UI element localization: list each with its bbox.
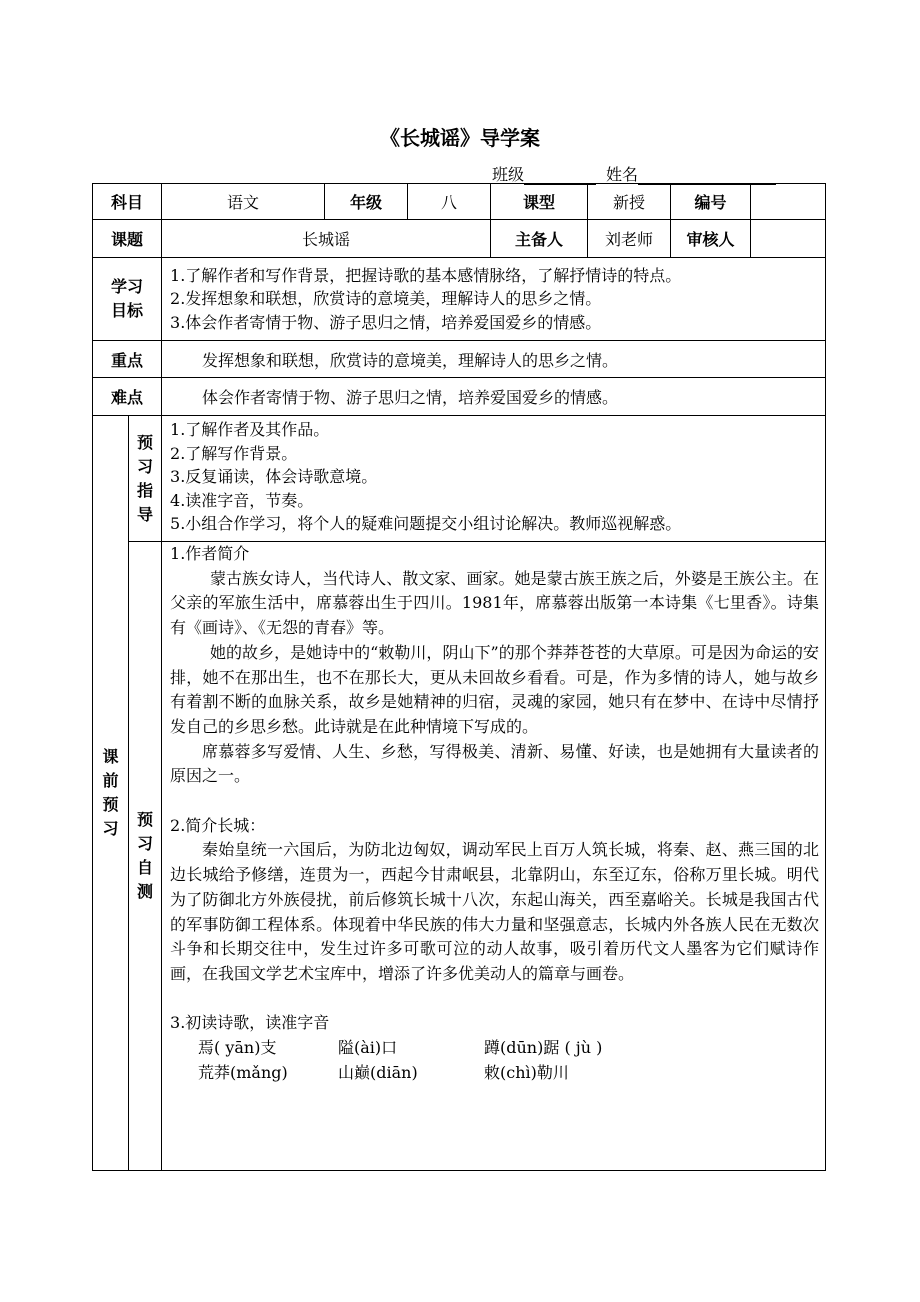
- pinyin-item: 焉( yān)支: [198, 1038, 277, 1058]
- guide-item: 3.反复诵读，体会诗歌意境。: [170, 467, 378, 486]
- goals-label: [93, 258, 162, 341]
- preview-section-label: [93, 416, 129, 1171]
- reviewer-label: 审核人: [671, 220, 751, 258]
- self-test-label-char: 习: [137, 834, 154, 853]
- goals-content: [162, 258, 826, 341]
- author-paragraph: 她的故乡，是她诗中的“敕勒川，阴山下”的那个莽莽苍苍的大草原。可是因为命运的安排，她不在那出生，也不在那长大，更从未回故乡看看。可是，作为多情的诗人，她与故乡有着割不断的血脉关系，故乡是她精神的归宿，灵魂的家园，她只有在梦中、在诗中尽情抒发自己的乡思乡愁。此诗就是在此种情境下写成的。: [170, 642, 820, 736]
- guide-row: [93, 416, 826, 542]
- pinyin-item: 山巅(diān): [338, 1062, 418, 1082]
- goals-row: [93, 258, 826, 341]
- type-value: 新授: [588, 184, 671, 220]
- pinyin-item: 荒莽(mǎng): [198, 1062, 288, 1082]
- author-heading: 1.作者简介: [170, 544, 250, 563]
- preparer-label: 主备人: [491, 220, 588, 258]
- self-test-label-char: 自: [137, 858, 154, 877]
- pinyin-item: 敕(chì)勒川: [484, 1062, 569, 1082]
- pinyin-item: 隘(ài)口: [338, 1038, 398, 1058]
- guide-item: 2.了解写作背景。: [170, 443, 298, 463]
- wall-heading: 2.简介长城：: [170, 815, 266, 835]
- key-point-label: 重点: [93, 341, 162, 378]
- preview-label-char: 预: [102, 795, 119, 814]
- guide-label-char: 习: [137, 456, 154, 476]
- author-paragraph: 席慕蓉多写爱情、人生、乡愁，写得极美、清新、易懂、好读，也是她拥有大量读者的原因之一。: [170, 741, 820, 786]
- self-test-label: [129, 542, 162, 1171]
- guide-label: [129, 416, 162, 542]
- spacer: [170, 987, 819, 1012]
- difficulty-row: [93, 378, 826, 416]
- page-title: 《长城谣》导学案: [380, 126, 540, 150]
- guide-label-char: 指: [137, 480, 154, 500]
- subject-label: 科目: [93, 184, 162, 220]
- self-test-label-char: 测: [137, 882, 154, 901]
- self-test-row: [93, 542, 826, 1171]
- preview-label-char: 习: [102, 819, 119, 838]
- author-paragraph: 蒙古族女诗人，当代诗人、散文家、画家。她是蒙古族王族之后，外婆是王族公主。在父亲的军旅生活中，席慕蓉出生于四川。1981年，席慕蓉出版第一本诗集《七里香》。诗集有《画诗》、《无怨的青春》等。: [170, 568, 820, 638]
- number-value[interactable]: [751, 184, 826, 220]
- self-test-label-char: 预: [137, 810, 154, 829]
- goal-item: 2.发挥想象和联想，欣赏诗的意境美，理解诗人的思乡之情。: [170, 289, 602, 309]
- difficulty-text: 体会作者寄情于物、游子思归之情，培养爱国爱乡的情感。: [162, 378, 826, 416]
- key-point-row: [93, 341, 826, 378]
- info-row-1: [93, 184, 826, 220]
- pinyin-item: 蹲(dūn)踞 ( jù ): [484, 1038, 603, 1058]
- number-label: 编号: [671, 184, 751, 220]
- spacer: [170, 789, 819, 814]
- guide-item: 4.读准字音，节奏。: [170, 490, 314, 510]
- reviewer-value[interactable]: [751, 220, 826, 258]
- pinyin-row: [170, 1036, 819, 1061]
- pinyin-row: [170, 1061, 819, 1086]
- key-point-text: 发挥想象和联想，欣赏诗的意境美，理解诗人的思乡之情。: [162, 341, 826, 378]
- grade-value: 八: [408, 184, 491, 220]
- preview-label-char: 前: [102, 771, 119, 790]
- grade-label: 年级: [325, 184, 408, 220]
- guide-label-char: 导: [137, 504, 154, 524]
- preparer-value: 刘老师: [588, 220, 671, 258]
- goal-item: 3.体会作者寄情于物、游子思归之情，培养爱国爱乡的情感。: [170, 312, 602, 332]
- info-row-2: [93, 220, 826, 258]
- class-name-line: [492, 162, 776, 185]
- topic-label: 课题: [93, 220, 162, 258]
- class-label: 班级: [492, 165, 525, 184]
- name-label: 姓名: [606, 165, 639, 184]
- guide-label-char: 预: [137, 432, 154, 452]
- reading-heading: 3.初读诗歌，读准字音: [170, 1013, 330, 1033]
- type-label: 课型: [491, 184, 588, 220]
- self-test-content: [162, 542, 826, 1171]
- goals-label-line1: 学习: [111, 277, 144, 296]
- guide-item: 5.小组合作学习，将个人的疑难问题提交小组讨论解决。教师巡视解惑。: [170, 514, 682, 533]
- goals-label-line2: 目标: [111, 301, 144, 320]
- topic-value: 长城谣: [162, 220, 491, 258]
- goal-item: 1.了解作者和写作背景，把握诗歌的基本感情脉络，了解抒情诗的特点。: [170, 265, 682, 285]
- difficulty-label: 难点: [93, 378, 162, 416]
- guide-item: 1.了解作者及其作品。: [170, 420, 330, 439]
- subject-value: 语文: [162, 184, 325, 220]
- wall-paragraph: 秦始皇统一六国后，为防北边匈奴，调动军民上百万人筑长城，将秦、赵、燕三国的北边长城给予修缮，连贯为一，西起今甘肃岷县，北靠阴山，东至辽东，俗称万里长城。明代为了防御北方外族侵扰，前后修筑长城十八次，东起山海关，西至嘉峪关。长城是我国古代的军事防御工程体系。体现着中华民族的伟大力量和坚强意志，长城内外各族人民在无数次斗争和长期交往中，发生过许多可歌可泣的动人故事，吸引着历代文人墨客为它们赋诗作画，在我国文学艺术宝库中，增添了许多优美动人的篇章与画卷。: [170, 840, 820, 983]
- study-plan-table: [92, 183, 826, 1171]
- preview-label-char: 课: [102, 747, 119, 766]
- guide-content: [162, 416, 826, 542]
